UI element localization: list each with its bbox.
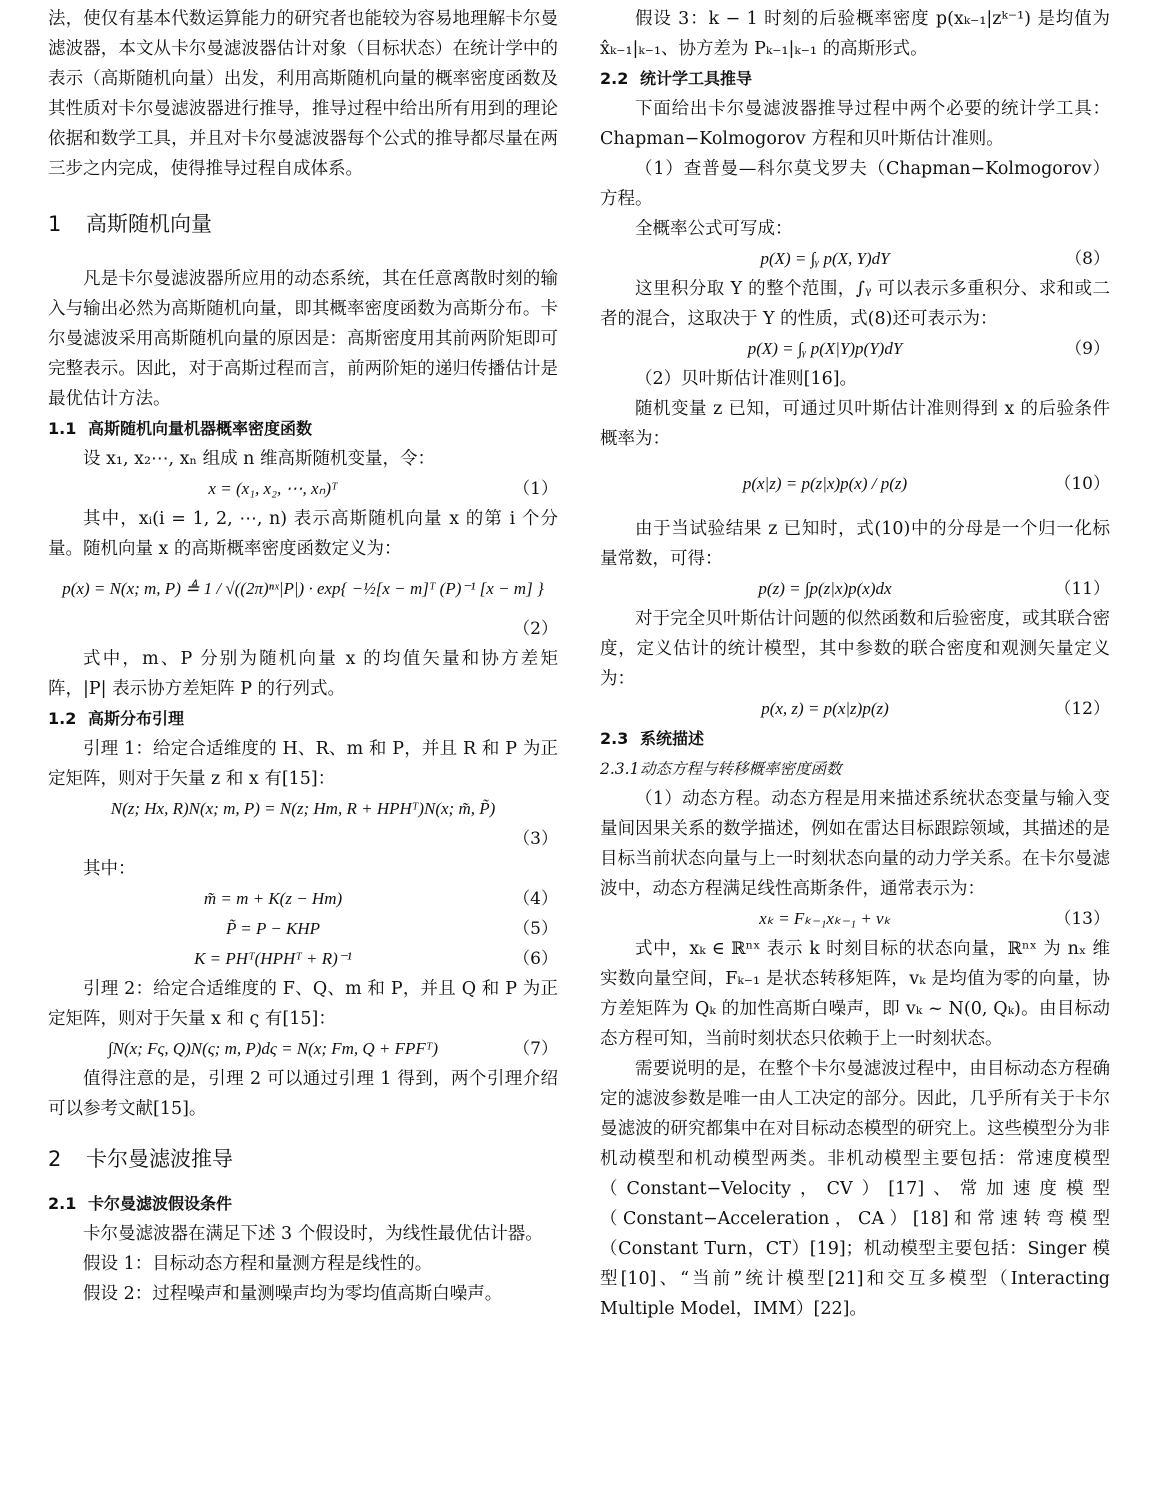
paragraph: （2）贝叶斯估计准则[16]。: [635, 369, 858, 389]
paragraph: （1）查普曼—科尔莫戈罗夫（Chapman−Kolmogorov）方程。: [600, 159, 1110, 209]
subsection-heading: 1.1 高斯随机向量机器概率密度函数: [48, 419, 313, 438]
equation-11: p(z) = ∫p(z|x)p(x)dx （11）: [758, 579, 1110, 599]
equation-12: p(x, z) = p(x|z)p(z) （12）: [761, 699, 1110, 719]
right-column: [600, 4, 1110, 1324]
paragraph: 其中：: [83, 859, 136, 879]
paragraph: 由于当试验结果 z 已知时，式(10)中的分母是一个归一化标量常数，可得：: [600, 519, 1110, 569]
paragraph: 设 x₁, x₂⋯, xₙ 组成 n 维高斯随机变量，令：: [83, 449, 435, 469]
paragraph: 需要说明的是，在整个卡尔曼滤波过程中，由目标动态方程确定的滤波参数是唯一由人工决定的部分。因此，几乎所有关于卡尔曼滤波的研究都集中在对目标动态模型的研究上。这些模型分为非机动模型和机动模型两类。非机动模型主要包括：常速度模型（Constant−Velocity，CV）[17]、常加速度模型（Constant−Acceleration，CA）[18]和常速转弯模型（Constant Turn，CT）[19]；机动模型主要包括：Singer 模型[10]、“当前”统计模型[21]和交互多模型（Interacting Multiple Model，IMM）[22]。: [600, 1059, 1110, 1319]
equation-10: p(x|z) = p(z|x)p(x) / p(z) （10）: [742, 474, 1110, 494]
assumption-1: 假设 1：目标动态方程和量测方程是线性的。: [83, 1254, 433, 1274]
equation-3: N(z; Hx, R)N(x; m, P) = N(z; Hm, R + HPHᵀ)N(x; m̃, P̃): [110, 799, 496, 818]
paragraph: 卡尔曼滤波器在满足下述 3 个假设时，为线性最优估计器。: [83, 1224, 543, 1244]
paragraph: 其中，xᵢ(i = 1, 2, ⋯, n) 表示高斯随机向量 x 的第 i 个分量。随机向量 x 的高斯概率密度函数定义为：: [48, 509, 558, 559]
paragraph: 式中，xₖ ∈ ℝⁿˣ 表示 k 时刻目标的状态向量，ℝⁿˣ 为 nₓ 维实数向量空间，Fₖ₋₁ 是状态转移矩阵，vₖ 是均值为零的向量，协方差矩阵为 Qₖ 的加性高斯白噪声，即 vₖ ~ N(0, Qₖ)。由目标动态方程可知，当前时刻状态只依赖于上一时刻状态。: [600, 939, 1110, 1049]
paragraph: 对于完全贝叶斯估计问题的似然函数和后验密度，或其联合密度，定义估计的统计模型，其中参数的联合密度和观测矢量定义为：: [600, 609, 1110, 689]
paragraph: 这里积分取 Y 的整个范围，∫ᵧ 可以表示多重积分、求和或二者的混合，这取决于 Y 的性质，式(8)还可表示为：: [600, 279, 1110, 329]
equation-3-number: （3）: [513, 829, 558, 849]
equation-6: K = PHᵀ(HPHᵀ + R)⁻¹ （6）: [194, 949, 558, 969]
equation-2-number: （2）: [513, 619, 558, 639]
section-heading: 1 高斯随机向量: [48, 212, 212, 236]
section-heading: 2 卡尔曼滤波推导: [48, 1147, 233, 1171]
paragraph: 随机变量 z 已知，可通过贝叶斯估计准则得到 x 的后验条件概率为：: [600, 399, 1110, 449]
equation-7: ∫N(x; Fς, Q)N(ς; m, P)dς = N(x; Fm, Q + FPFᵀ) （7）: [107, 1039, 558, 1059]
equation-13: xₖ = Fₖ₋₁xₖ₋₁ + vₖ （13）: [759, 909, 1110, 929]
intro-paragraph: 法，使仅有基本代数运算能力的研究者也能较为容易地理解卡尔曼滤波器，本文从卡尔曼滤波器估计对象（目标状态）在统计学中的表示（高斯随机向量）出发，利用高斯随机向量的概率密度函数及其性质对卡尔曼滤波器进行推导，推导过程中给出所有用到的理论依据和数学工具，并且对卡尔曼滤波器每个公式的推导都尽量在两三步之内完成，使得推导过程自成体系。: [48, 9, 558, 179]
paragraph: 引理 2：给定合适维度的 F、Q、m 和 P，并且 Q 和 P 为正定矩阵，则对于矢量 x 和 ς 有[15]：: [48, 979, 558, 1029]
subsection-heading: 2.2 统计学工具推导: [600, 69, 753, 88]
equation-1: x = (x₁, x₂, ⋯, xₙ)ᵀ （1）: [208, 479, 558, 499]
equation-5: P̃ = P − KHP （5）: [225, 919, 558, 939]
assumption-3: 假设 3：k − 1 时刻的后验概率密度 p(xₖ₋₁|zᵏ⁻¹) 是均值为 x̂ₖ₋₁|ₖ₋₁、协方差为 Pₖ₋₁|ₖ₋₁ 的高斯形式。: [600, 9, 1110, 59]
subsection-heading: 1.2 高斯分布引理: [48, 709, 185, 728]
paragraph: 值得注意的是，引理 2 可以通过引理 1 得到，两个引理介绍可以参考文献[15]。: [48, 1069, 558, 1119]
paragraph: 下面给出卡尔曼滤波器推导过程中两个必要的统计学工具：Chapman−Kolmogorov 方程和贝叶斯估计准则。: [600, 99, 1110, 149]
subsubsection-heading: 2.3.1动态方程与转移概率密度函数: [600, 760, 842, 778]
left-column: [48, 4, 558, 1309]
equation-2: p(x) = N(x; m, P) ≜ 1 / √((2π)ⁿˣ|P|) · exp{ −½[x − m]ᵀ (P)⁻¹ [x − m] }: [62, 579, 544, 598]
subsection-heading: 2.1 卡尔曼滤波假设条件: [48, 1194, 233, 1213]
equation-9: p(X) = ∫ᵧ p(X|Y)p(Y)dY （9）: [747, 339, 1110, 359]
equation-4: m̃ = m + K(z − Hm) （4）: [203, 889, 558, 909]
paragraph: （1）动态方程。动态方程是用来描述系统状态变量与输入变量间因果关系的数学描述，例如在雷达目标跟踪领域，其描述的是目标当前状态向量与上一时刻状态向量的动力学关系。在卡尔曼滤波中，动态方程满足线性高斯条件，通常表示为：: [600, 789, 1110, 899]
paragraph: 凡是卡尔曼滤波器所应用的动态系统，其在任意离散时刻的输入与输出必然为高斯随机向量，即其概率密度函数为高斯分布。卡尔曼滤波采用高斯随机向量的原因是：高斯密度用其前两阶矩即可完整表示。因此，对于高斯过程而言，前两阶矩的递归传播估计是最优估计方法。: [48, 269, 558, 409]
paragraph: 引理 1：给定合适维度的 H、R、m 和 P，并且 R 和 P 为正定矩阵，则对于矢量 z 和 x 有[15]：: [48, 739, 558, 789]
subsection-heading: 2.3 系统描述: [600, 729, 705, 748]
assumption-2: 假设 2：过程噪声和量测噪声均为零均值高斯白噪声。: [83, 1284, 503, 1304]
paragraph: 式中，m、P 分别为随机向量 x 的均值矢量和协方差矩阵，|P| 表示协方差矩阵 P 的行列式。: [48, 649, 558, 699]
paragraph: 全概率公式可写成：: [635, 219, 793, 239]
equation-8: p(X) = ∫ᵧ p(X, Y)dY （8）: [760, 249, 1110, 269]
